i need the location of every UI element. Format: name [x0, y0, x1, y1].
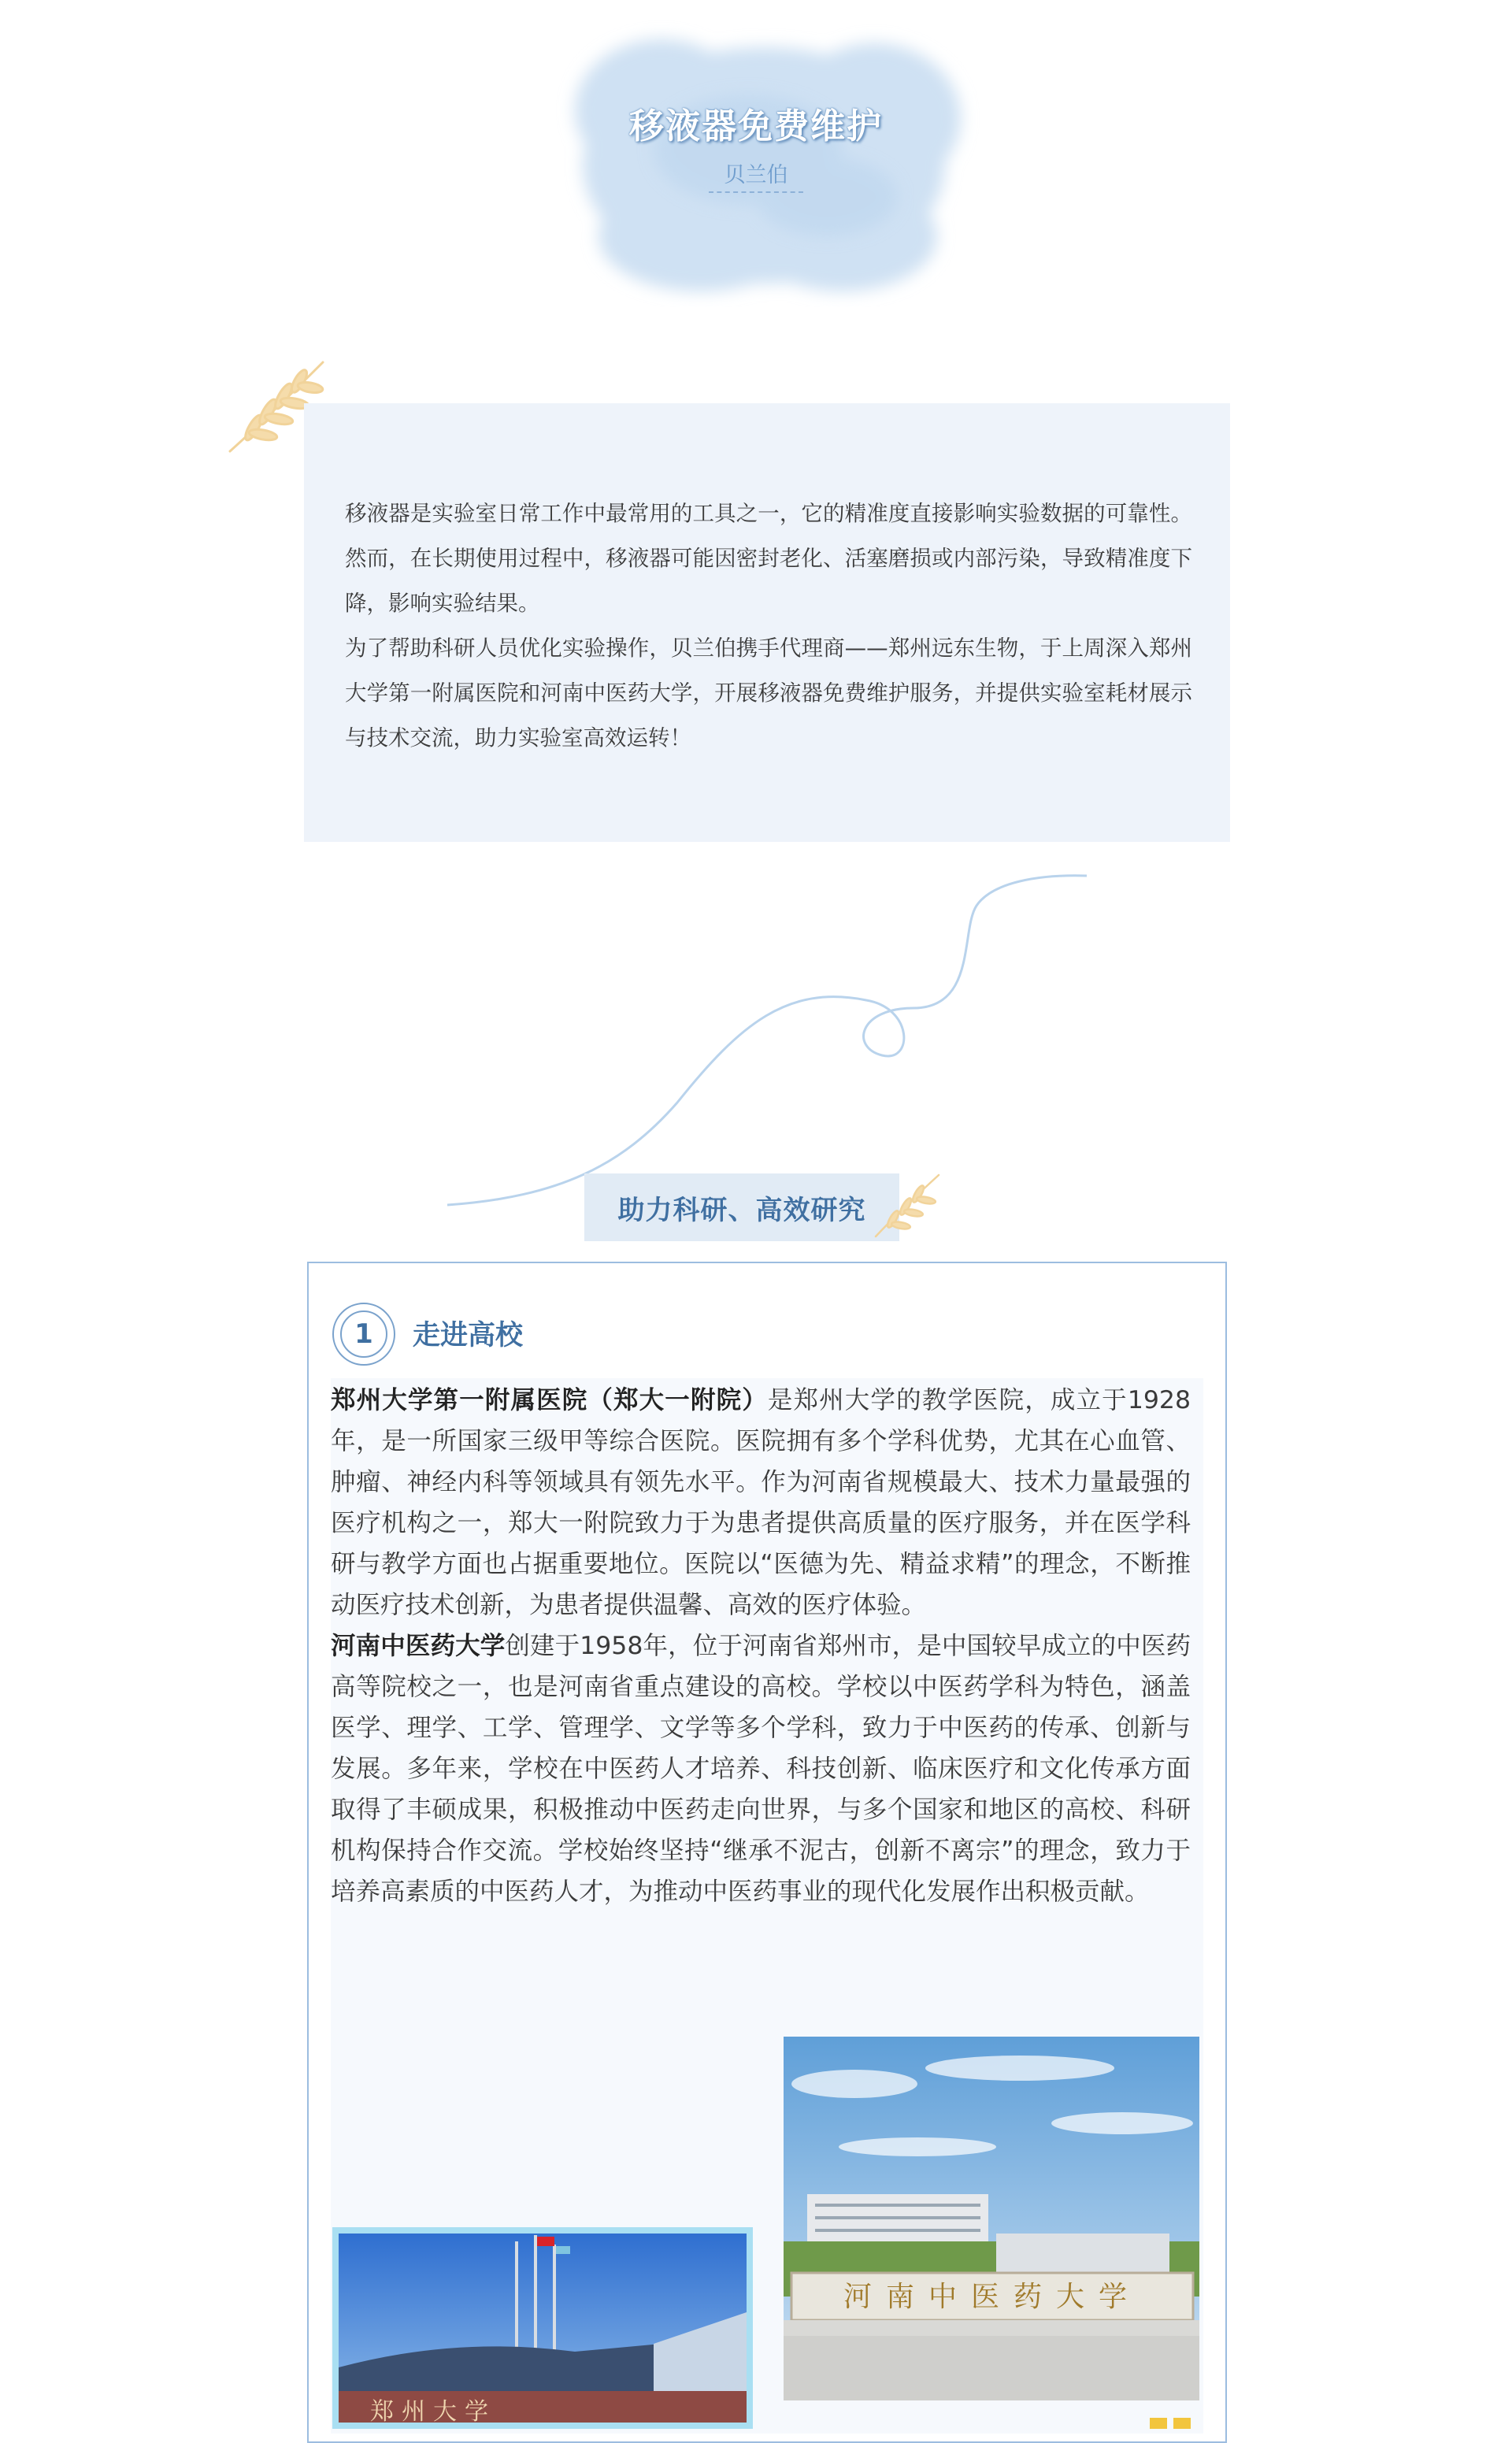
quote-mark-icon [1150, 2418, 1194, 2429]
university-sign: 河南中医药大学 [843, 2281, 1142, 2313]
section-title: 走进高校 [413, 1320, 524, 1351]
leaf-decoration-icon [871, 1169, 943, 1241]
university-paragraph [331, 1626, 1191, 1912]
university-description: 创建于1958年，位于河南省郑州市，是中国较早成立的中医药高等院校之一，也是河南省重点建设的高校。学校以中医药学科为特色，涵盖医学、理学、工学、管理学、文学等多个学科，致力于中医药的传承、创新与发展。多年来，学校在中医药人才培养、科技创新、临床医疗和文化传承方面取得了丰硕成果，积极推动中医药走向世界，与多个国家和地区的高校、科研机构保持合作交流。学校始终坚持“继承不泥古，创新不离宗”的理念，致力于培养高素质的中医药人才，为推动中医药事业的现代化发展作出积极贡献。 [331, 1632, 1191, 1906]
hospital-paragraph [331, 1380, 1191, 1626]
section-number-badge [332, 1303, 395, 1366]
section-number: 1 [340, 1310, 387, 1358]
hospital-sign: 郑州大学 [370, 2398, 496, 2426]
author-name: 贝兰伯 [709, 158, 803, 193]
intro-paragraph: 移液器是实验室日常工作中最常用的工具之一，它的精准度直接影响实验数据的可靠性。然而，在长期使用过程中，移液器可能因密封老化、活塞磨损或内部污染，导致精准度下降，影响实验结果。 [345, 501, 1192, 616]
hospital-description: 是郑州大学的教学医院，成立于1928年，是一所国家三级甲等综合医院。医院拥有多个学科优势，尤其在心血管、肿瘤、神经内科等领域具有领先水平。作为河南省规模最大、技术力量最强的医疗机构之一，郑大一附院致力于为患者提供高质量的医疗服务，并在医学科研与教学方面也占据重要地位。医院以“医德为先、精益求精”的理念，不断推动医疗技术创新，为患者提供温馨、高效的医疗体验。 [331, 1386, 1191, 1619]
intro-paragraph: 为了帮助科研人员优化实验操作，贝兰伯携手代理商——郑州远东生物，于上周深入郑州大学第一附属医院和河南中医药大学，开展移液器免费维护服务，并提供实验室耗材展示与技术交流，助力实验室高效运转！ [345, 636, 1192, 751]
section-banner: 助力科研、高效研究 [584, 1173, 899, 1241]
page-title: 移液器免费维护 [629, 106, 883, 146]
university-gate-photo [784, 2037, 1199, 2400]
section-body [331, 1380, 1191, 1912]
hospital-name: 郑州大学第一附属医院（郑大一附院） [331, 1386, 768, 1414]
university-name: 河南中医药大学 [331, 1632, 506, 1660]
hospital-building-photo [332, 2227, 753, 2429]
intro-box [304, 403, 1230, 842]
